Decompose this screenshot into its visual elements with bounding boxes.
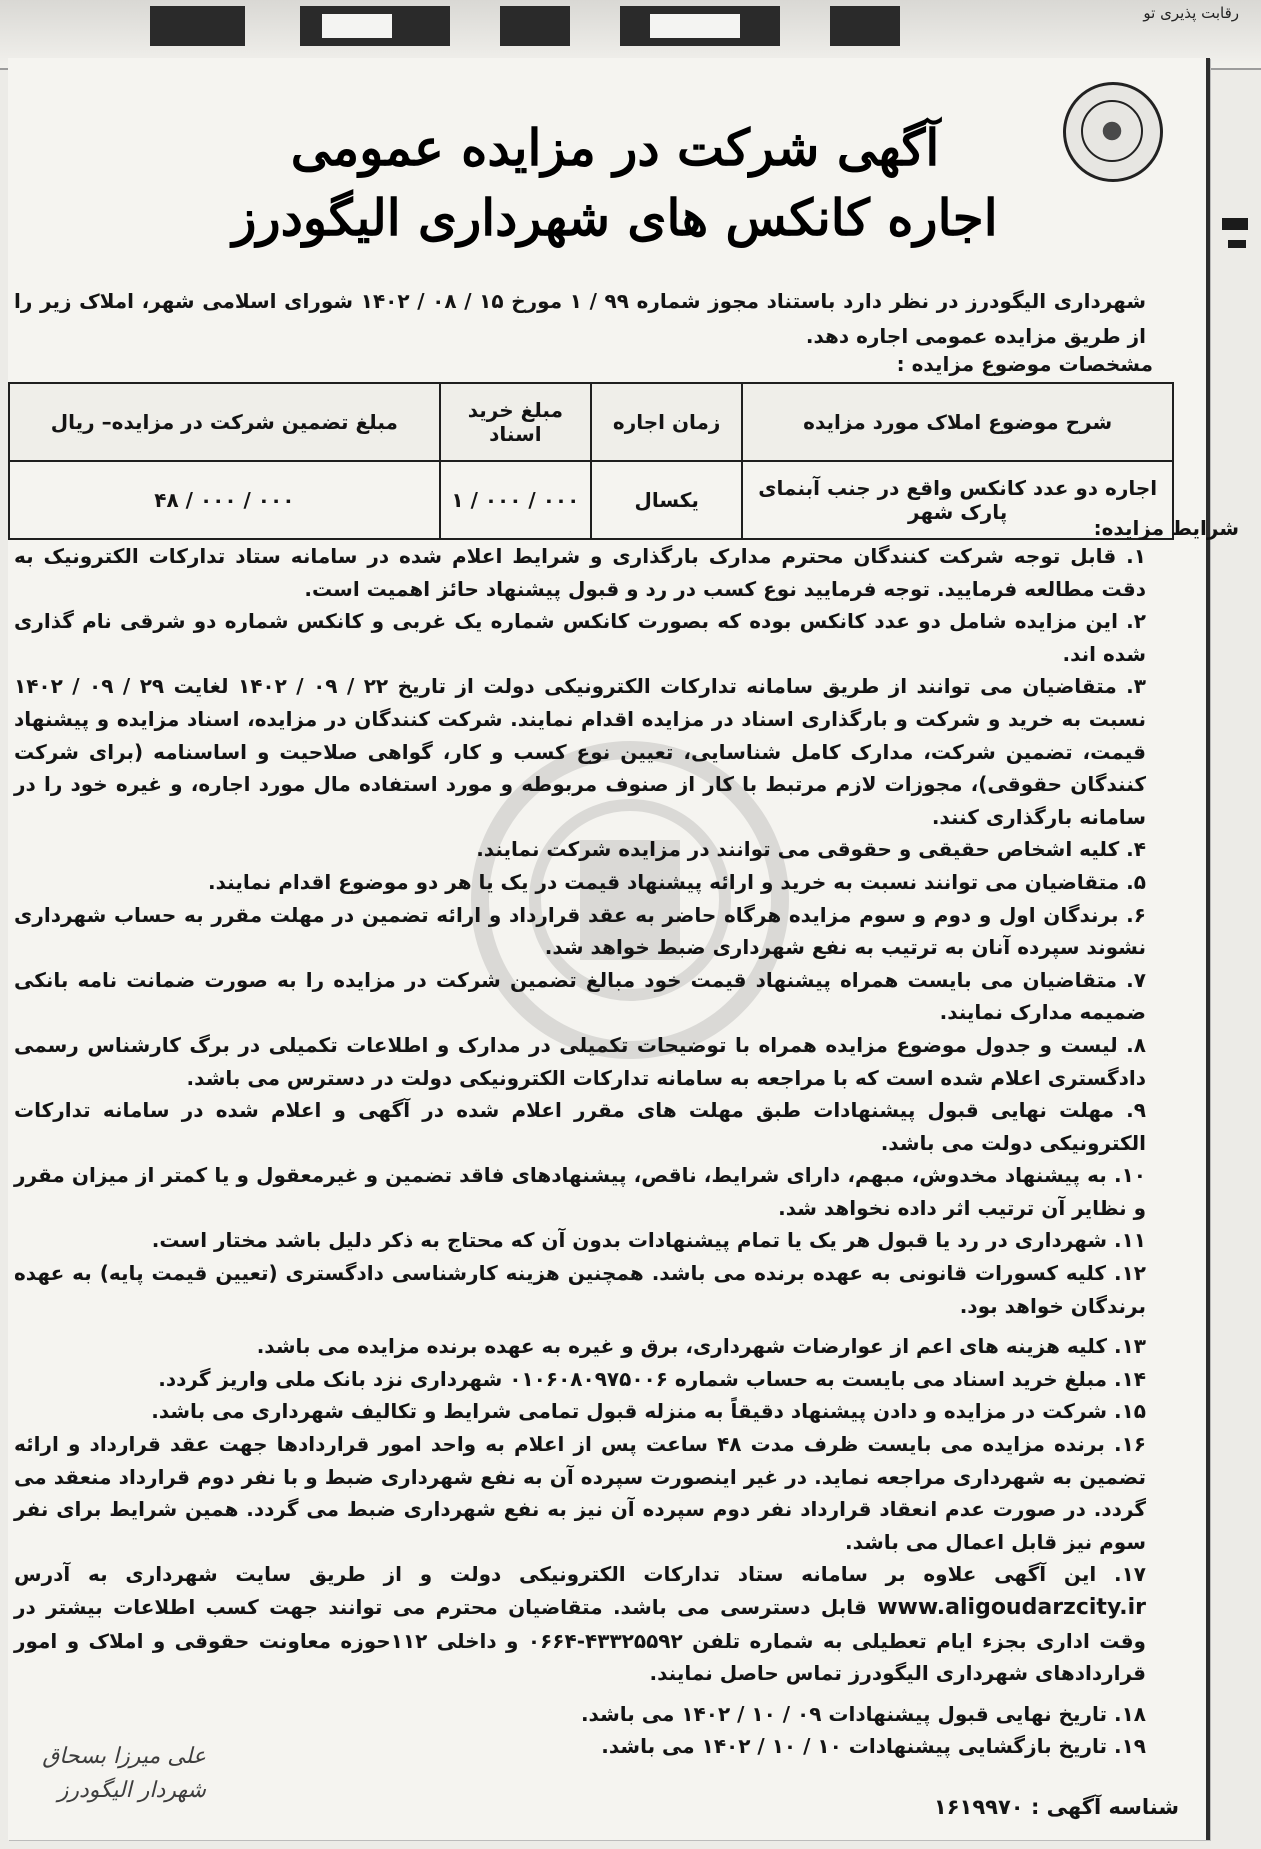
table-row	[9, 461, 1173, 539]
condition-item: ۸. لیست و جدول موضوع مزایده همراه با توضیحات تکمیلی در مدارک و اطلاعات تکمیلی در برگ کارشناس رسمی دادگستری اعلام شده است که با مراجعه به سامانه تدارکات الکترونیکی دولت در دسترس می باشد.	[14, 1032, 1146, 1090]
condition-item: ۱۴. مبلغ خرید اسناد می بایست به حساب شماره ۰۱۰۶۰۸۰۹۷۵۰۰۶ شهرداری نزد بانک ملی واریز گردد.	[158, 1366, 1146, 1391]
clip-hole	[322, 14, 392, 38]
condition-text: ۱۷. این آگهی علاوه بر سامانه ستاد تدارکات الکترونیکی دولت و از طریق سایت شهرداری به آدرس	[14, 1562, 1146, 1587]
condition-item: ۱۹. تاریخ بازگشایی پیشنهادات ۱۰ / ۱۰ / ۱۴۰۲ می باشد.	[601, 1734, 1146, 1759]
table-cell: یکسال	[591, 461, 742, 539]
table-cell: ۰۰۰ / ۰۰۰ / ۴۸	[9, 461, 440, 539]
condition-text: قابل دسترسی می باشد. متقاضیان محترم می توانند جهت کسب اطلاعات بیشتر در وقت اداری بجزء ایام تعطیلی به شماره تلفن ۴۳۳۲۵۵۹۲-۰۶۶۴ و داخلی ۱۱۲حوزه معاونت حقوقی و املاک و امور قراردادهای شهرداری الیگودرز تماس حاصل نمایند.	[14, 1595, 1146, 1686]
spec-section-label: مشخصات موضوع مزایده :	[896, 352, 1153, 376]
condition-item: ۶. برندگان اول و دوم و سوم مزایده هرگاه حاضر به عقد قرارداد و ارائه تضمین در مهلت مقرر به حساب شهرداری نشوند سپرده آنان به ترتیب به نفع شهرداری ضبط خواهد شد.	[14, 902, 1146, 960]
ad-id: شناسه آگهی : ۱۶۱۹۹۷۰	[933, 1795, 1179, 1819]
table-header: مبلغ خرید اسناد	[440, 383, 591, 461]
clip-strip	[830, 6, 900, 46]
condition-item: ۹. مهلت نهایی قبول پیشنهادات طبق مهلت های مقرر اعلام شده در آگهی و اعلام شده در سامانه تدارکات الکترونیکی دولت می باشد.	[14, 1098, 1146, 1155]
table-header: مبلغ تضمین شرکت در مزایده– ریال	[9, 383, 440, 461]
condition-item: ۱۶. برنده مزایده می بایست ظرف مدت ۴۸ ساعت پس از اعلام به واحد امور قراردادها جهت عقد قرارداد و ارائه تضمین به شهرداری مراجعه نماید. در غیر اینصورت سپرده آن به نفع شهرداری ضبط و با نفر دوم قرارداد منعقد می گردد. در صورت عدم انعقاد قرارداد نفر دوم سپرده آن نیز به نفع شهرداری ضبط می گردد. همین شرایط برای نفر سوم نیز قابل اعمال می باشد.	[14, 1432, 1147, 1554]
condition-item: ۱۱. شهرداری در رد یا قبول هر یک یا تمام پیشنهادات بدون آن که محتاج به ذکر دلیل باشد مختار است.	[151, 1228, 1146, 1253]
condition-item-17	[14, 1558, 1146, 1689]
condition-item: ۱۵. شرکت در مزایده و دادن پیشنهاد دقیقاً به منزله قبول تمامی شرایط و تکالیف شهرداری می باشد.	[151, 1399, 1146, 1424]
conditions-list	[14, 540, 1146, 1763]
signature-block	[26, 1740, 206, 1808]
edge-mark	[1222, 218, 1248, 230]
table-header: زمان اجاره	[591, 383, 742, 461]
ad-subtitle: اجاره کانکس های شهرداری الیگودرز	[232, 188, 998, 247]
condition-item: ۱۲. کلیه کسورات قانونی به عهده برنده می باشد. همچنین هزینه کارشناسی دادگستری (تعیین قیمت پایه) به عهده برندگان خواهد بود.	[14, 1261, 1146, 1318]
clip-hole	[650, 14, 740, 38]
signature-name: علی میرزا بسحاق	[42, 1744, 206, 1769]
condition-item: ۵. متقاضیان می توانند نسبت به خرید و ارائه پیشنهاد قیمت در یک یا هر دو موضوع اقدام نمایند.	[208, 869, 1146, 894]
logo-emblem	[1081, 100, 1143, 162]
spec-table	[8, 382, 1174, 540]
condition-item: ۱۰. به پیشنهاد مخدوش، مبهم، دارای شرایط، ناقص، پیشنهادهای فاقد تضمین و غیرمعقول و یا کمتر از میزان مقرر و نظایر آن ترتیب اثر داده نخواهد شد.	[14, 1163, 1146, 1220]
signature-role: شهردار الیگودرز	[57, 1778, 206, 1803]
table-header-row	[9, 383, 1173, 461]
edge-mark	[1228, 240, 1246, 248]
table-cell: اجاره دو عدد کانکس واقع در جنب آبنمای پارک شهر	[742, 461, 1173, 539]
condition-item: ۱. قابل توجه شرکت کنندگان محترم مدارک بارگذاری و شرایط اعلام شده در سامانه ستاد تدارکات الکترونیک به دقت مطالعه فرمایید. توجه فرمایید نوع کسب در رد و قبول پیشنهاد حائز اهمیت است.	[14, 544, 1146, 601]
condition-item: ۷. متقاضیان می بایست همراه پیشنهاد قیمت خود مبالغ تضمین شرکت در مزایده را به صورت ضمانت نامه بانکی ضمیمه مدارک نمایند.	[14, 967, 1146, 1025]
table-header: شرح موضوع املاک مورد مزایده	[742, 383, 1173, 461]
table-cell: ۰۰۰ / ۰۰۰ / ۱	[440, 461, 591, 539]
condition-item: ۲. این مزایده شامل دو عدد کانکس بوده که بصورت کانکس شماره یک غربی و کانکس شماره دو شرقی نام گذاری شده اند.	[14, 609, 1146, 666]
conditions-label: شرایط مزایده:	[1093, 516, 1239, 540]
clip-strip	[150, 6, 245, 46]
clip-fragment-text: رقابت پذیری تو	[1143, 4, 1239, 22]
condition-item: ۱۸. تاریخ نهایی قبول پیشنهادات ۰۹ / ۱۰ / ۱۴۰۲ می باشد.	[580, 1701, 1146, 1726]
municipality-logo-icon	[1063, 82, 1163, 182]
condition-item: ۱۳. کلیه هزینه های اعم از عوارضات شهرداری، برق و غیره به عهده برنده مزایده می باشد.	[256, 1334, 1146, 1359]
condition-item: ۴. کلیه اشخاص حقیقی و حقوقی می توانند در مزایده شرکت نمایند.	[476, 837, 1146, 862]
ad-title: آگهی شرکت در مزایده عمومی	[290, 118, 940, 177]
website-link[interactable]: www.aligoudarzcity.ir	[877, 1595, 1147, 1620]
condition-item: ۳. متقاضیان می توانند از طریق سامانه تدارکات الکترونیکی دولت از تاریخ ۲۲ / ۰۹ / ۱۴۰۲ لغایت ۲۹ / ۰۹ / ۱۴۰۲ نسبت به خرید و شرکت و بارگذاری اسناد در مزایده اقدام نمایند. شرکت کنندگان در مزایده، اسناد مزایده و پیشنهاد قیمت، تضمین شرکت، مدارک کامل شناسایی، تعیین نوع کسب و کار، گواهی صلاحیت و اساسنامه (برای شرکت کنندگان حقوقی)، مجوزات لازم مرتبط با کار از صنوف مربوطه و مورد استفاده مال مورد اجاره، و غیره خود را در سامانه بارگذاری کنند.	[14, 674, 1147, 829]
clip-strip	[500, 6, 570, 46]
intro-paragraph: شهرداری الیگودرز در نظر دارد باستناد مجوز شماره ۹۹ / ۱ مورخ ۱۵ / ۰۸ / ۱۴۰۲ شورای اسلامی شهر، املاک زیر را از طریق مزایده عمومی اجاره دهد.	[14, 289, 1147, 348]
